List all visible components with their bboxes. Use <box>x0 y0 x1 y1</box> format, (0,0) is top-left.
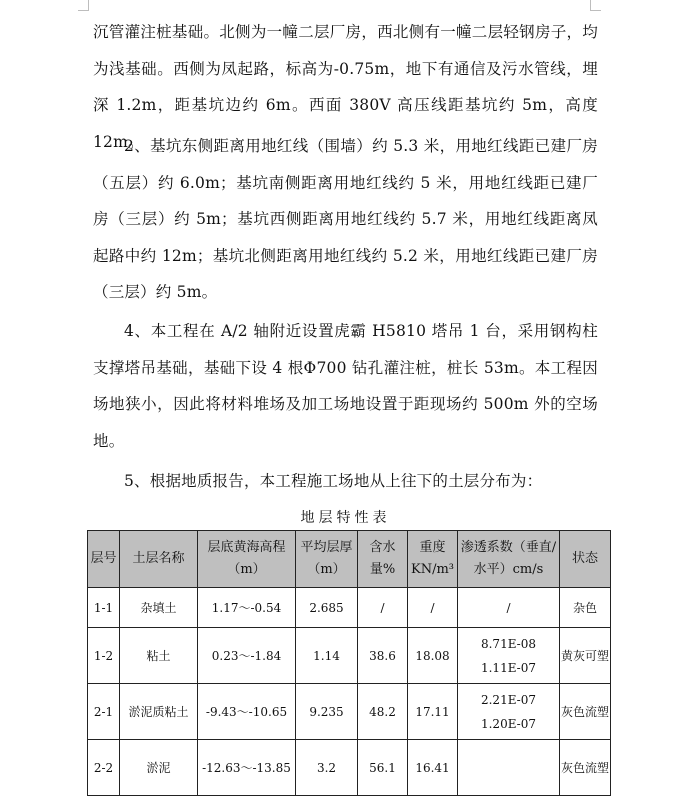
paragraph-red-line-distances: 2、基坑东侧距离用地红线（围墙）约 5.3 米，用地红线距已建厂房（五层）约 6.0m；基坑南侧距离用地红线约 5 米，用地红线距已建厂房（三层）约 5m；基坑西侧距离用地红线约 5.7 米，用地红线距离凤起路中约 12m；基坑北侧距离用地红线约 5.2 米，用地红线距已建厂房（三层）约 5m。 <box>93 137 598 301</box>
header-water-content: 含水量% <box>358 531 408 588</box>
cell-water: 56.1 <box>358 740 408 796</box>
cell-elevation: 0.23～-1.84 <box>198 628 296 684</box>
table-row <box>88 588 611 628</box>
cell-thickness: 3.2 <box>296 740 358 796</box>
cell-permeability <box>458 588 560 628</box>
paragraph-site-surroundings: 沉管灌注桩基础。北侧为一幢二层厂房，西北侧有一幢二层轻钢房子，均为浅基础。西侧为凤起路，标高为-0.75m，地下有通信及污水管线，埋深 1.2m，距基坑边约 6m。西面 380V 高压线距基坑约 5m，高度 12m。 <box>93 23 598 151</box>
margin-corner-mark <box>78 0 89 11</box>
cell-water: 48.2 <box>358 684 408 740</box>
permeability-vertical: 8.71E-08 <box>480 636 537 651</box>
header-bottom-elevation: 层底黄海高程（m） <box>198 531 296 588</box>
table-row <box>88 628 611 684</box>
cell-water: / <box>358 588 408 628</box>
cell-soil-name: 淤泥质粘土 <box>120 684 198 740</box>
cell-soil-name: 杂填土 <box>120 588 198 628</box>
cell-density: 16.41 <box>408 740 458 796</box>
header-unit-weight: 重度KN/m³ <box>408 531 458 588</box>
cell-thickness: 2.685 <box>296 588 358 628</box>
paragraph-soil-intro: 5、根据地质报告，本工程施工场地从上往下的土层分布为： <box>124 472 543 490</box>
cell-soil-name: 粘土 <box>120 628 198 684</box>
table-header-row <box>88 531 611 588</box>
cell-thickness: 9.235 <box>296 684 358 740</box>
cell-state: 杂色 <box>560 588 611 628</box>
cell-thickness: 1.14 <box>296 628 358 684</box>
cell-state: 灰色流塑 <box>560 684 611 740</box>
soil-properties-table <box>87 530 611 796</box>
paragraph-tower-crane: 4、本工程在 A/2 轴附近设置虎霸 H5810 塔吊 1 台，采用钢构柱支撑塔吊基础，基础下设 4 根Φ700 钻孔灌注桩，桩长 53m。本工程因场地狭小，因此将材料堆场及加工场地设置于距现场约 500m 外的空场地。 <box>93 322 598 450</box>
permeability-vertical: 2.21E-07 <box>480 692 537 707</box>
table-row <box>88 740 611 796</box>
cell-layer-no: 1-2 <box>88 628 120 684</box>
header-soil-name: 土层名称 <box>120 531 198 588</box>
margin-corner-mark <box>590 0 601 11</box>
cell-layer-no: 1-1 <box>88 588 120 628</box>
cell-layer-no: 2-1 <box>88 684 120 740</box>
cell-density: 18.08 <box>408 628 458 684</box>
cell-elevation: 1.17～-0.54 <box>198 588 296 628</box>
table-row <box>88 684 611 740</box>
cell-state: 灰色流塑 <box>560 740 611 796</box>
permeability-vertical: / <box>506 600 511 615</box>
cell-state: 黄灰可塑 <box>560 628 611 684</box>
cell-water: 38.6 <box>358 628 408 684</box>
header-avg-thickness: 平均层厚（m） <box>296 531 358 588</box>
cell-density: / <box>408 588 458 628</box>
table-caption: 地层特性表 <box>300 510 391 526</box>
cell-permeability <box>458 628 560 684</box>
cell-permeability <box>458 740 560 796</box>
header-permeability: 渗透系数（垂直/水平）cm/s <box>458 531 560 588</box>
cell-elevation: -12.63～-13.85 <box>198 740 296 796</box>
permeability-horizontal: 1.11E-07 <box>480 660 537 675</box>
cell-elevation: -9.43～-10.65 <box>198 684 296 740</box>
cell-density: 17.11 <box>408 684 458 740</box>
cell-layer-no: 2-2 <box>88 740 120 796</box>
permeability-horizontal: 1.20E-07 <box>480 716 537 731</box>
header-layer-no: 层号 <box>88 531 120 588</box>
header-state: 状态 <box>560 531 611 588</box>
cell-permeability <box>458 684 560 740</box>
cell-soil-name: 淤泥 <box>120 740 198 796</box>
